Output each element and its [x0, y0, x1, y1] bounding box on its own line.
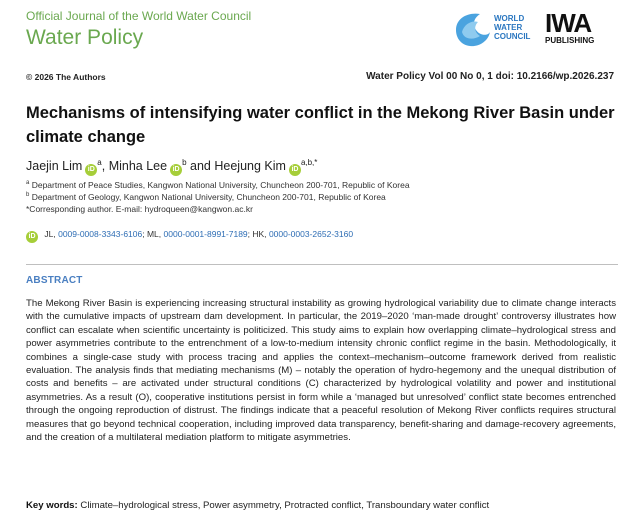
keywords — [26, 500, 489, 511]
author-affiliation-mark: a,b,* — [300, 158, 318, 167]
orcid-icon[interactable]: iD — [289, 164, 301, 176]
iwa-publishing-text: PUBLISHING — [545, 36, 595, 45]
affiliation-text: Department of Geology, Kangwon National University, Chuncheon 200-701, Republic of Korea — [31, 192, 386, 202]
journal-line: Official Journal of the World Water Council — [26, 9, 252, 23]
orcid-initials: ; HK, — [247, 229, 267, 239]
orcid-link[interactable]: 0000-0003-2652-3160 — [268, 229, 354, 239]
author-affiliation-mark: b — [182, 158, 187, 167]
affiliation-text: Department of Peace Studies, Kangwon National University, Chuncheon 200-701, Republic of Korea — [31, 180, 410, 190]
section-divider — [26, 264, 618, 265]
affiliation — [26, 192, 386, 202]
world-water-council-logo — [452, 8, 542, 52]
journal-name: Water Policy — [26, 26, 144, 49]
author-name[interactable]: Heejung Kim — [214, 159, 286, 174]
water-drop-icon — [452, 10, 492, 48]
author-name[interactable]: Minha Lee — [108, 159, 168, 174]
abstract-heading: ABSTRACT — [26, 275, 83, 286]
author-name[interactable]: Jaejin Lim — [26, 159, 83, 174]
author-separator: , — [101, 159, 106, 174]
affiliation — [26, 180, 410, 190]
orcid-icon[interactable]: iD — [85, 164, 97, 176]
orcid-icon: iD — [26, 231, 38, 243]
orcid-initials: JL, — [44, 229, 56, 239]
orcid-initials: ; ML, — [142, 229, 162, 239]
title-line-2: climate change — [26, 128, 146, 146]
copyright: © 2026 The Authors — [26, 72, 106, 82]
orcid-icon[interactable]: iD — [170, 164, 182, 176]
iwa-mark: IWA — [545, 8, 592, 38]
corresponding-author: *Corresponding author. E-mail: hydroqueen@kangwon.ac.kr — [26, 204, 253, 214]
orcid-list — [26, 229, 353, 243]
article-title — [26, 101, 616, 149]
author-separator: and — [190, 159, 211, 174]
affiliation-mark: b — [26, 192, 30, 199]
affiliation-mark: a — [26, 180, 30, 187]
title-line-1: Mechanisms of intensifying water conflict in the Mekong River Basin under — [26, 104, 615, 122]
author-affiliation-mark: a — [97, 158, 102, 167]
author-list — [26, 158, 317, 176]
abstract-text: The Mekong River Basin is experiencing increasing structural instability as growing hydrological variability due to climate change interacts with the cumulative impacts of upstream dam development. In particular, the 2019–2020 ‘man-made drought’ controversy illustrates how conflict can escalate when scientific uncertainty is politicized. This study aims to explain how overlapping climate–hydrological stress and power asymmetries contribute to the entrenchment of a low-to-medium intensity chronic conflict regime in the basin. Methodologically, it combines a single-case study with process tracing and applies the context–mechanism–outcome framework derived from realistic evaluation. The analysis finds that mediating mechanisms (M) – notably the operation of hydro-hegemony and the unequal distribution of costs and benefits – are activated under structural conditions (C) characterized by hydrological volatility and power and institutional asymmetries. As a result (O), cooperative institutions persist in form while a ‘managed but unresolved’ conflict state becomes entrenched through the ongoing reproduction of distrust. The findings indicate that a peaceful resolution of Mekong River conflicts requires structural measures that go beyond technical cooperation, including improved data transparency, benefit-sharing and damage-recovery agreements, and the creation of a multilateral mediation platform to mitigate asymmetries. — [26, 298, 616, 444]
orcid-link[interactable]: 0000-0001-8991-7189 — [163, 229, 248, 239]
keywords-text: Climate–hydrological stress, Power asymmetry, Protracted conflict, Transboundary water conflict — [80, 500, 490, 511]
citation: Water Policy Vol 00 No 0, 1 doi: 10.2166/wp.2026.237 — [366, 71, 614, 82]
wwc-logo-text: WORLD WATER COUNCIL — [494, 14, 531, 41]
orcid-link[interactable]: 0009-0008-3343-6106 — [58, 229, 143, 239]
keywords-label: Key words: — [26, 500, 78, 511]
iwa-publishing-logo — [545, 10, 609, 50]
